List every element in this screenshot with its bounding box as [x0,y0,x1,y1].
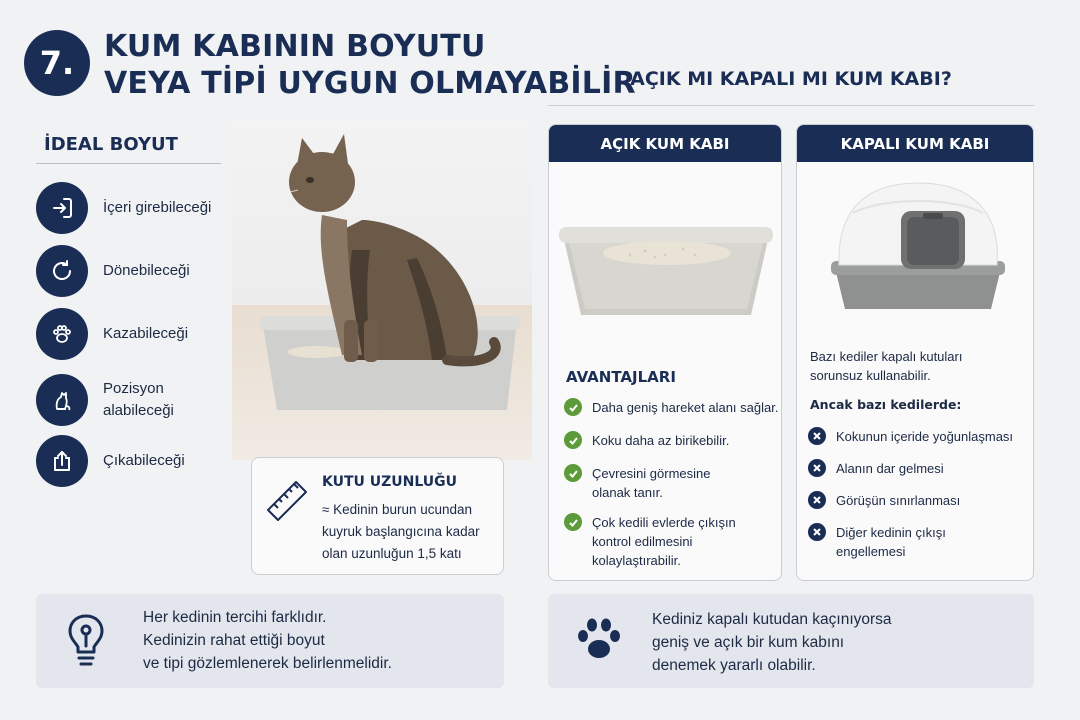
text-line: Koku daha az birikebilir. [592,433,730,448]
advantage-text [592,464,711,502]
box-length-title: KUTU UZUNLUĞU [322,474,458,490]
lightbulb-icon [66,612,106,677]
ideal-item-dig [36,308,188,360]
ideal-item-exit [36,435,185,487]
tip-note-left-text [143,606,392,675]
box-length-text [322,499,480,565]
open-box-card [548,124,782,581]
page-title [104,28,636,102]
advantage-item [564,431,729,450]
paw-icon [574,616,624,669]
issue-item [808,523,946,561]
advantage-text [592,431,729,450]
x-icon [808,491,826,509]
text-line: kolaylaştırabilir. [592,553,681,568]
text-line: olan uzunluğun 1,5 katı [322,546,462,561]
closed-box-header: KAPALI KUM KABI [797,125,1033,162]
closed-box-card [796,124,1034,581]
tip-note-right-text [652,608,892,677]
ruler-icon [264,478,310,529]
issue-text [836,491,960,510]
ideal-item-turn [36,245,190,297]
cat-icon [36,374,88,426]
text-line: geniş ve açık bir kum kabını [652,634,845,651]
ideal-item-position [36,374,174,426]
comparison-title: AÇIK MI KAPALI MI KUM KABI? [630,68,952,90]
divider [36,163,221,164]
title-line-1: KUM KABININ BOYUTU [104,29,486,64]
x-icon [808,427,826,445]
issue-item [808,459,944,478]
ideal-item-enter [36,182,211,234]
advantage-text [592,398,778,417]
check-icon [564,513,582,531]
text-line: kontrol edilmesini [592,534,693,549]
check-icon [564,431,582,449]
text-line: Görüşün sınırlanması [836,493,961,508]
ideal-item-label: Çıkabileceği [103,452,185,469]
text-line: Kokunun içeride yoğunlaşması [836,429,1014,444]
text-line: sorunsuz kullanabilir. [810,368,931,383]
issue-item [808,427,1013,446]
rotate-icon [36,245,88,297]
divider [548,105,1034,106]
text-line: Kedinizin rahat ettiği boyut [143,632,325,649]
label-line: Pozisyon [103,380,164,397]
ideal-size-heading: İDEAL BOYUT [44,134,178,155]
covered-litter-box-image [823,173,1013,328]
text-line: engellemesi [836,544,906,559]
text-line: Bazı kediler kapalı kutuları [810,349,963,364]
section-number-badge: 7. [24,30,90,96]
text-line: Çok kedili evlerde çıkışın [592,515,736,530]
text-line: Her kedinin tercihi farklıdır. [143,609,327,626]
closed-box-subheading: Ancak bazı kedilerde: [810,397,962,412]
check-icon [564,464,582,482]
advantage-item [564,513,736,570]
ideal-item-label: Kazabileceği [103,325,189,342]
cat-in-litter-box-image [232,120,532,460]
text-line: Daha geniş hareket alanı sağlar. [592,400,779,415]
issue-text [836,459,944,478]
open-box-header: AÇIK KUM KABI [549,125,781,162]
closed-box-intro [810,347,962,385]
advantages-title: AVANTAJLARI [566,368,676,386]
advantage-text [592,513,736,570]
advantage-item [564,464,711,502]
ideal-item-label: İçeri girebileceği [103,199,212,216]
text-line: Kediniz kapalı kutudan kaçınıyorsa [652,611,892,628]
advantage-item [564,398,778,417]
tip-note-right [548,594,1034,688]
text-line: Diğer kedinin çıkışı [836,525,946,540]
text-line: kuyruk başlangıcına kadar [322,524,480,539]
exit-icon [36,435,88,487]
enter-icon [36,182,88,234]
text-line: ve tipi gözlemlenerek belirlenmelidir. [143,655,392,672]
text-line: ≈ Kedinin burun ucundan [322,502,473,517]
text-line: Alanın dar gelmesi [836,461,944,476]
text-line: denemek yararlı olabilir. [652,657,816,674]
issue-text [836,523,946,561]
box-length-card [251,457,504,575]
ideal-item-label [103,378,174,422]
title-line-2: VEYA TİPİ UYGUN OLMAYABİLİR [104,66,636,101]
x-icon [808,459,826,477]
open-litter-box-image [555,183,777,338]
text-line: olanak tanır. [592,485,663,500]
ideal-item-label: Dönebileceği [103,262,190,279]
issue-item [808,491,960,510]
x-icon [808,523,826,541]
check-icon [564,398,582,416]
text-line: Çevresini görmesine [592,466,711,481]
tip-note-left [36,594,504,688]
issue-text [836,427,1013,446]
label-line: alabileceği [103,402,174,419]
paw-icon [36,308,88,360]
